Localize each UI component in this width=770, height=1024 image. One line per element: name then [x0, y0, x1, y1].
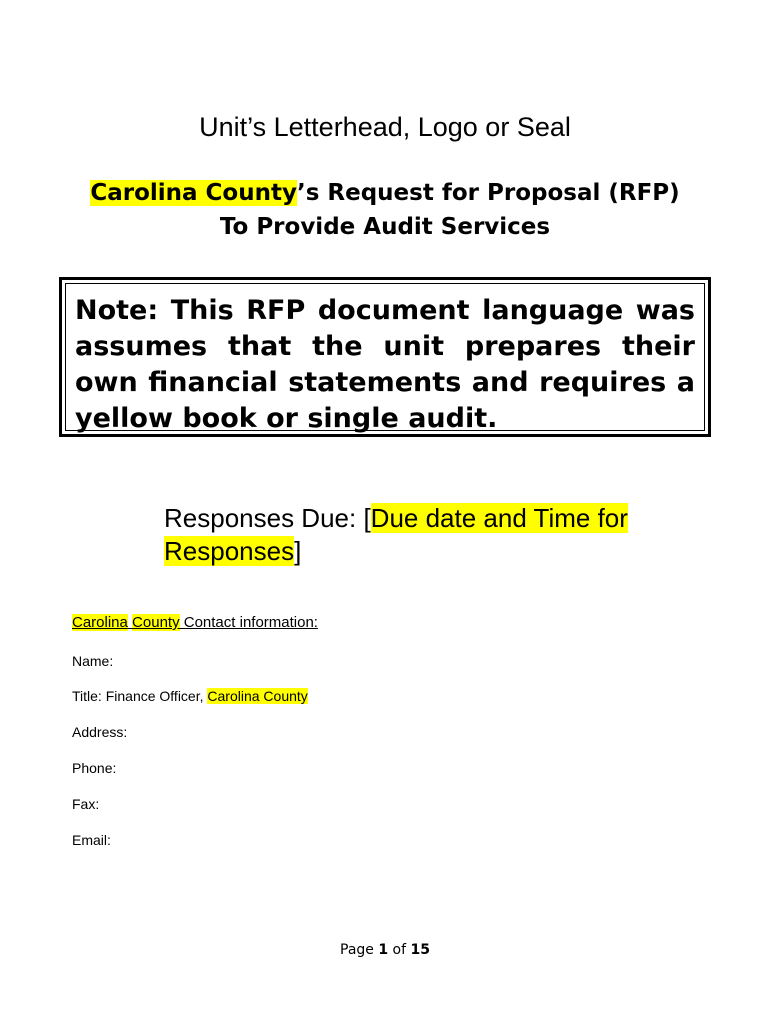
name-field-label: Name:	[72, 653, 114, 669]
contact-county-word2: County	[132, 614, 180, 631]
responses-due-value: Due date and Time for Responses	[164, 503, 628, 566]
email-field-label: Email:	[72, 832, 111, 848]
footer-page-number: 1	[378, 942, 389, 958]
phone-field-label: Phone:	[72, 760, 117, 776]
note-box-inner	[65, 283, 705, 434]
responses-due-label: Responses Due: [	[164, 503, 371, 533]
fax-field-label: Fax:	[72, 796, 100, 812]
responses-due	[164, 502, 684, 568]
footer-page-word: Page	[340, 942, 379, 958]
footer-page-total: 15	[410, 942, 430, 958]
contact-county-word1: Carolina	[72, 614, 128, 631]
title-field-county: Carolina County	[207, 688, 308, 704]
letterhead-placeholder: Unit’s Letterhead, Logo or Seal	[199, 112, 571, 142]
note-box	[59, 277, 711, 437]
page-footer	[0, 942, 770, 958]
county-name-highlight: Carolina County	[90, 180, 297, 206]
responses-due-close: ]	[294, 536, 302, 566]
title-line-1-rest: ’s Request for Proposal (RFP)	[296, 180, 680, 206]
title-line-2: To Provide Audit Services	[219, 214, 551, 240]
footer-of-word: of	[388, 942, 411, 958]
note-text: Note: This RFP document language was assumes that the unit prepares their own financial statements and requires a yellow book or single audit.	[75, 295, 695, 434]
document-title	[0, 176, 770, 244]
title-line-1	[0, 176, 770, 210]
title-field	[72, 687, 308, 705]
title-field-label: Title: Finance Officer,	[72, 688, 208, 704]
contact-heading-rest: Contact information:	[179, 614, 318, 631]
contact-heading	[72, 614, 318, 632]
address-field-label: Address:	[72, 724, 128, 740]
